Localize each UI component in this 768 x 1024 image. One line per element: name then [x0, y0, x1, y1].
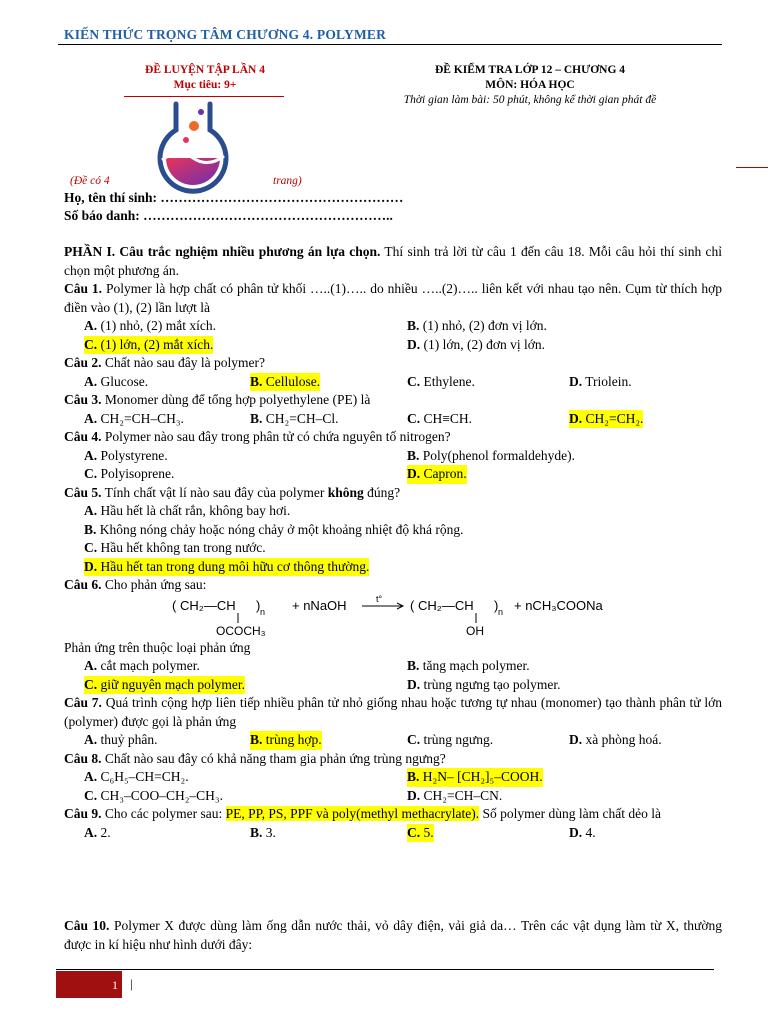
candidate-id-field: Số báo danh: ……………………………………………….. — [64, 208, 393, 223]
reactant-n: n — [260, 606, 266, 617]
option-row — [64, 317, 722, 336]
question-6: Câu 6. Cho phản ứng sau: — [64, 577, 207, 592]
product-bracket-close: ) — [494, 597, 499, 613]
product-n: n — [498, 606, 504, 617]
option-b-correct: B. Cellulose. — [250, 373, 320, 392]
exam-duration: Thời gian làm bài: 50 phút, không kể thời gian phát đề — [403, 94, 657, 106]
option-d-correct: D. Capron. — [407, 465, 467, 484]
footer-separator: | — [130, 976, 133, 991]
footer-rule — [56, 969, 714, 970]
question-label: Câu 1. — [64, 281, 103, 296]
question-2: Câu 2. Chất nào sau đây là polymer? — [64, 355, 265, 370]
question-9: Câu 9. Cho các polymer sau: PE, PP, PS, PPF và poly(methyl methacrylate). Số polymer dùng làm chất dẻo là — [64, 806, 661, 821]
product-bracket: ( — [410, 597, 415, 613]
byproduct: + nCH₃COONa — [514, 597, 603, 613]
option-d: D. trùng ngưng tạo polymer. — [407, 676, 561, 692]
option-row — [64, 731, 722, 750]
option-row — [64, 768, 722, 787]
question-text: Polymer là hợp chất có phân tử khối …..(1)….. do nhiều …..(2)….. liên kết với nhau tạo nên. Cụm từ thích hợp điền vào (1), (2) lần lượt là — [64, 281, 722, 315]
product-substituent: OH — [466, 623, 484, 638]
option-a: A. thuỷ phân. — [84, 732, 158, 747]
question-4: Câu 4. Polymer nào sau đây trong phân tử có chứa nguyên tố nitrogen? — [64, 429, 451, 444]
option-c: C. Ethylene. — [407, 373, 475, 389]
option-c: C. Polyisoprene. — [84, 466, 175, 481]
question-3: Câu 3. Monomer dùng để tổng hợp polyethylene (PE) là — [64, 392, 371, 407]
exam-info-block — [380, 63, 680, 108]
exam-label-rule — [124, 96, 284, 97]
part-one-heading: PHẦN I. Câu trắc nghiệm nhiều phương án lựa chọn. — [64, 244, 381, 259]
option-row — [64, 676, 722, 695]
option-a: A. Hầu hết là chất rắn, không bay hơi. — [84, 503, 291, 518]
option-row — [64, 824, 722, 843]
question-10: Câu 10. Polymer X được dùng làm ống dẫn nước thải, vỏ dây điện, vải giả da… Trên các vật dụng làm từ X, thường được in kí hiệu như hình dưới đây: — [64, 918, 722, 952]
option-a: A. cắt mạch polymer. — [84, 658, 200, 673]
page-header-title: KIẾN THỨC TRỌNG TÂM CHƯƠNG 4. POLYMER — [64, 27, 387, 42]
candidate-name-field: Họ, tên thí sinh: ……………………………………………… — [64, 190, 404, 205]
reactant-bracket-close: ) — [256, 597, 261, 613]
question-6-prompt: Phản ứng trên thuộc loại phản ứng — [64, 639, 251, 655]
option-a: A. Polystyrene. — [84, 447, 168, 463]
option-d: D. xà phòng hoá. — [569, 732, 662, 747]
reaction-diagram — [64, 595, 722, 639]
reaction-condition: t° — [376, 594, 383, 604]
option-b: B. Không nóng chảy hoặc nóng chảy ở một khoảng nhiệt độ khá rộng. — [84, 521, 464, 537]
reactant-chain: CH₂—CH — [180, 597, 236, 613]
reactant-substituent: OCOCH₃ — [216, 623, 266, 638]
option-a: A. (1) nhỏ, (2) mắt xích. — [84, 318, 216, 333]
reactant-bracket: ( — [172, 597, 177, 613]
option-b: B. (1) nhỏ, (2) đơn vị lớn. — [407, 318, 547, 333]
option-row — [64, 521, 722, 540]
exam-subject: MÔN: HÓA HỌC — [485, 79, 575, 91]
option-d-correct: D. CH₂=CH₂. — [569, 410, 643, 429]
option-d: D. CH₂=CH–CN. — [407, 787, 503, 803]
page-number: 1 — [112, 978, 118, 992]
question-8: Câu 8. Chất nào sau đây có khả năng tham gia phản ứng trùng ngưng? — [64, 750, 446, 766]
margin-mark — [736, 167, 768, 168]
option-b: B. 3. — [250, 824, 276, 840]
option-row — [64, 657, 722, 676]
reagent: + nNaOH — [292, 597, 347, 613]
option-row — [64, 410, 722, 429]
option-d: D. Triolein. — [569, 373, 632, 389]
option-row — [64, 502, 722, 521]
option-c-correct: C. 5. — [407, 824, 434, 843]
option-d: D. (1) lớn, (2) đơn vị lớn. — [407, 336, 546, 352]
page-count-note-end: trang) — [273, 175, 302, 187]
option-d-correct: D. Hầu hết tan trong dung môi hữu cơ thông thường. — [84, 558, 369, 577]
option-row — [64, 539, 722, 558]
option-b: B. Poly(phenol formaldehyde). — [407, 447, 575, 463]
question-7: Câu 7. Quá trình cộng hợp liên tiếp nhiều phân tử nhỏ giống nhau hoặc tương tự nhau (monomer) tạo thành phân tử lớn (polymer) được gọi là phản ứng — [64, 695, 722, 729]
option-d: D. 4. — [569, 824, 596, 840]
option-c: C. trùng ngưng. — [407, 732, 494, 747]
page-count-note-start: (Đề có 4 — [70, 175, 110, 187]
option-c-correct: C. giữ nguyên mạch polymer. — [84, 676, 245, 695]
exam-label-block — [120, 63, 290, 93]
option-b-correct: B. H₂N– [CH₂]₅–COOH. — [407, 768, 543, 787]
option-row — [64, 447, 722, 466]
exam-target: Mục tiêu: 9+ — [173, 79, 237, 91]
option-row — [64, 558, 722, 577]
part-one-instructions — [64, 243, 722, 280]
option-a: A. C₆H₅–CH=CH₂. — [84, 769, 189, 784]
option-row — [64, 787, 722, 806]
option-c: C. CH₃–COO–CH₂–CH₃. — [84, 787, 224, 803]
option-b: B. tăng mạch polymer. — [407, 658, 530, 673]
exam-title: ĐỀ KIỂM TRA LỚP 12 – CHƯƠNG 4 — [434, 64, 626, 76]
reaction-equation — [64, 595, 722, 639]
part-one-text: Thí sinh trả lời từ câu 1 đến câu 18. Mỗi câu hỏi thí sinh chỉ chọn một phương án. — [64, 244, 722, 278]
option-c: C. Hầu hết không tan trong nước. — [84, 540, 266, 555]
question-section — [64, 243, 722, 842]
option-b: B. CH₂=CH–Cl. — [250, 410, 339, 426]
option-row — [64, 373, 722, 392]
header-rule — [58, 44, 722, 45]
option-a: A. CH₂=CH–CH₃. — [84, 410, 184, 426]
exam-practice-title: ĐỀ LUYỆN TẬP LẦN 4 — [145, 64, 265, 76]
question-1 — [64, 280, 722, 317]
option-b-correct: B. trùng hợp. — [250, 731, 322, 750]
option-a: A. 2. — [84, 824, 111, 840]
chemistry-flask-logo — [138, 100, 248, 194]
question-5: Câu 5. Tính chất vật lí nào sau đây của polymer không đúng? — [64, 484, 401, 500]
option-row — [64, 336, 722, 355]
option-a: A. Glucose. — [84, 373, 149, 389]
option-c: C. CH≡CH. — [407, 410, 472, 426]
product-chain: CH₂—CH — [418, 597, 474, 613]
option-row — [64, 465, 722, 484]
option-c-correct: C. (1) lớn, (2) mắt xích. — [84, 336, 213, 355]
